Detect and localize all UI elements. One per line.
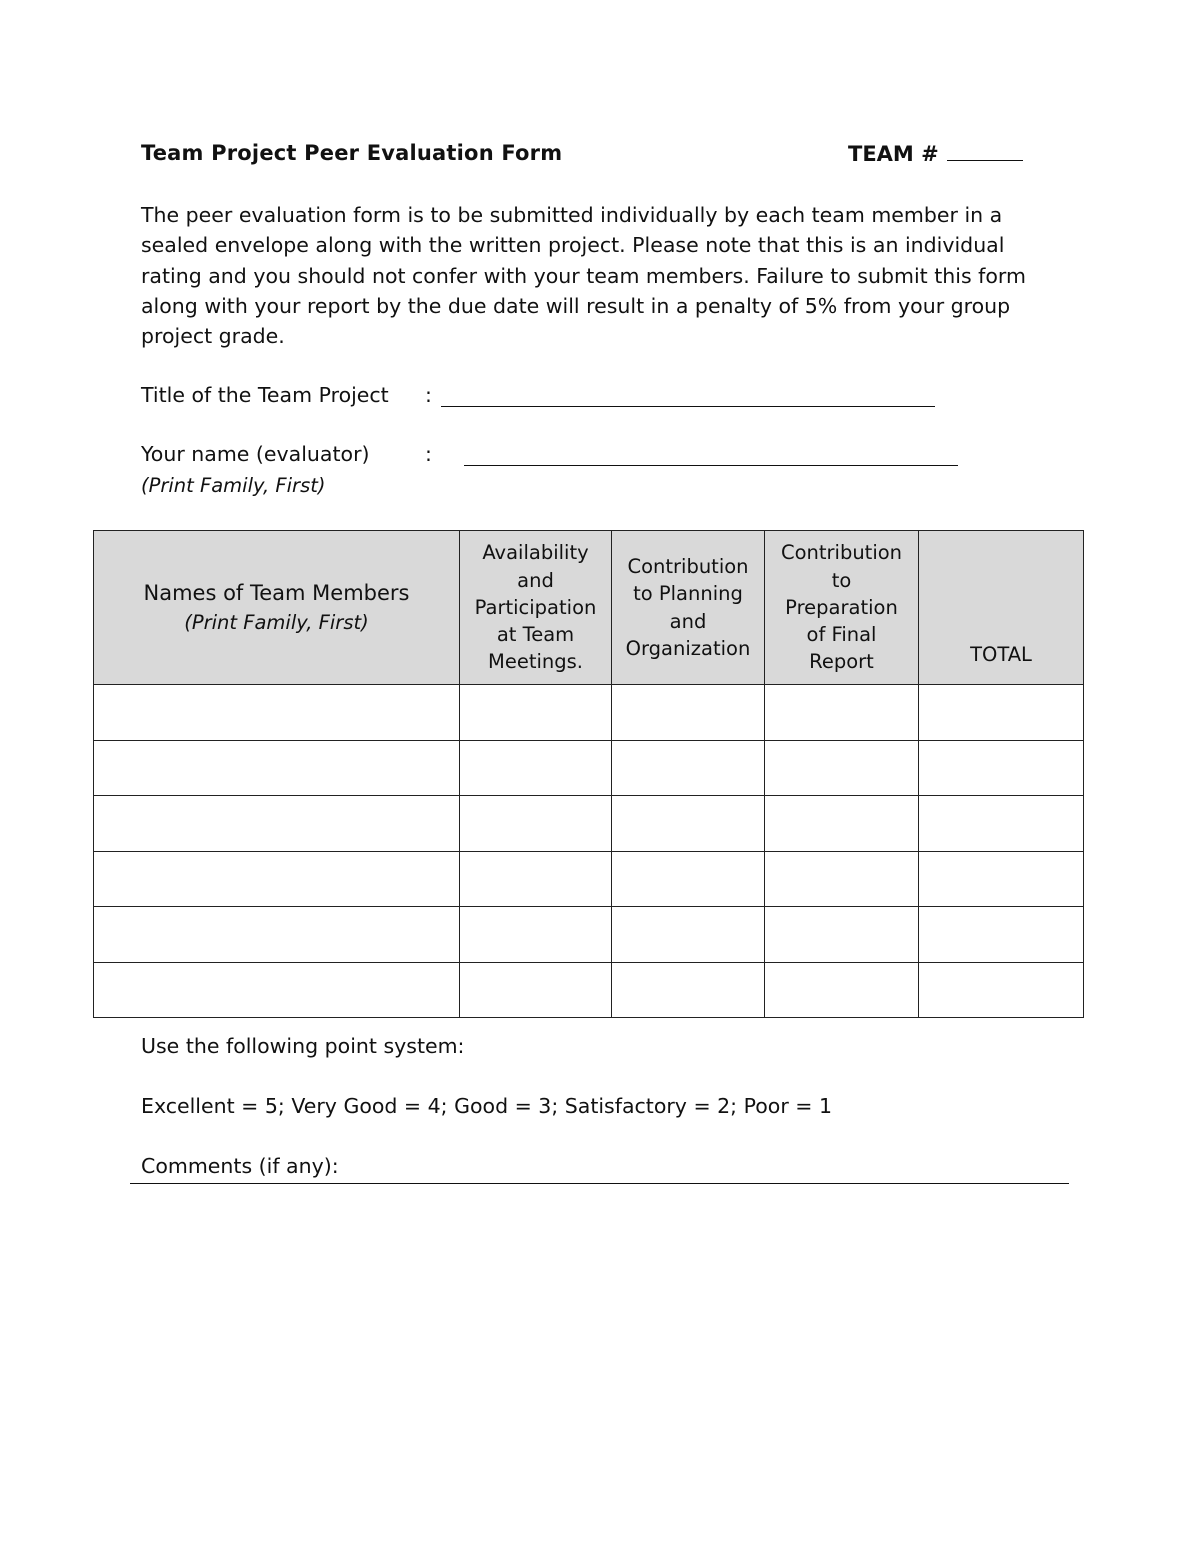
member-name-cell[interactable] xyxy=(94,962,460,1018)
point-system-heading: Use the following point system: xyxy=(141,1034,465,1058)
total-cell[interactable] xyxy=(919,907,1084,963)
planning-cell[interactable] xyxy=(612,796,765,852)
column-header-names-label: Names of Team Members xyxy=(143,580,410,605)
page-title: Team Project Peer Evaluation Form xyxy=(141,141,563,165)
table-row xyxy=(94,740,1084,796)
table-row xyxy=(94,907,1084,963)
point-system-scale: Excellent = 5; Very Good = 4; Good = 3; Satisfactory = 2; Poor = 1 xyxy=(141,1094,833,1118)
availability-cell[interactable] xyxy=(460,962,612,1018)
evaluator-note: (Print Family, First) xyxy=(141,474,326,497)
instructions-text: The peer evaluation form is to be submitted individually by each team member in a sealed envelope along with the written project. Please note that this is an individual rating and you should not confer with your team members. Failure to submit this form along with your report by the due date will result in a penalty of 5% from your group project grade. xyxy=(141,203,1026,349)
table-header-row xyxy=(94,531,1084,685)
availability-cell[interactable] xyxy=(460,685,612,741)
member-name-cell[interactable] xyxy=(94,907,460,963)
availability-cell[interactable] xyxy=(460,907,612,963)
total-cell[interactable] xyxy=(919,740,1084,796)
header-line: at Team xyxy=(496,623,575,647)
planning-cell[interactable] xyxy=(612,740,765,796)
availability-cell[interactable] xyxy=(460,851,612,907)
report-cell[interactable] xyxy=(765,685,919,741)
column-header-planning xyxy=(612,531,765,685)
total-cell[interactable] xyxy=(919,851,1084,907)
team-number-field xyxy=(848,141,1023,166)
comments-line[interactable] xyxy=(130,1183,1069,1184)
header-line: to xyxy=(831,568,852,592)
header-line: Contribution xyxy=(780,541,903,565)
evaluator-field xyxy=(141,442,370,466)
planning-cell[interactable] xyxy=(612,851,765,907)
total-cell[interactable] xyxy=(919,796,1084,852)
table-row xyxy=(94,962,1084,1018)
project-title-label: Title of the Team Project xyxy=(141,383,389,407)
project-title-blank[interactable] xyxy=(441,406,935,407)
header-line: to Planning xyxy=(633,582,743,606)
evaluation-table xyxy=(93,530,1084,1018)
member-name-cell[interactable] xyxy=(94,685,460,741)
header-line: Participation xyxy=(474,595,597,619)
report-cell[interactable] xyxy=(765,796,919,852)
evaluator-label: Your name (evaluator) xyxy=(141,442,370,466)
column-header-names xyxy=(94,531,460,685)
team-number-label: TEAM # xyxy=(848,142,939,166)
table-row xyxy=(94,796,1084,852)
member-name-cell[interactable] xyxy=(94,740,460,796)
column-header-names-note: (Print Family, First) xyxy=(184,610,369,634)
planning-cell[interactable] xyxy=(612,907,765,963)
team-number-blank[interactable] xyxy=(947,141,1023,161)
report-cell[interactable] xyxy=(765,962,919,1018)
availability-cell[interactable] xyxy=(460,796,612,852)
column-header-report xyxy=(765,531,919,685)
table-row xyxy=(94,851,1084,907)
project-title-field xyxy=(141,383,389,407)
header-line: of Final xyxy=(806,623,877,647)
evaluator-colon: : xyxy=(425,442,432,466)
total-cell[interactable] xyxy=(919,685,1084,741)
report-cell[interactable] xyxy=(765,740,919,796)
header-line: Report xyxy=(809,650,874,674)
column-header-total xyxy=(919,531,1084,685)
column-header-availability xyxy=(460,531,612,685)
header-line: Preparation xyxy=(785,595,898,619)
instructions-paragraph xyxy=(141,200,1071,351)
evaluator-name-blank[interactable] xyxy=(464,465,958,466)
planning-cell[interactable] xyxy=(612,962,765,1018)
report-cell[interactable] xyxy=(765,907,919,963)
header-line: Organization xyxy=(625,636,751,660)
header-line: Contribution xyxy=(627,554,749,578)
total-cell[interactable] xyxy=(919,962,1084,1018)
header-line: Availability xyxy=(482,541,589,565)
planning-cell[interactable] xyxy=(612,685,765,741)
report-cell[interactable] xyxy=(765,851,919,907)
project-title-colon: : xyxy=(425,383,432,407)
comments-label: Comments (if any): xyxy=(141,1154,339,1178)
table-row xyxy=(94,685,1084,741)
header-line: Meetings. xyxy=(488,650,583,674)
availability-cell[interactable] xyxy=(460,740,612,796)
header-line: and xyxy=(669,609,707,633)
header-line: TOTAL xyxy=(970,642,1032,666)
header-line: and xyxy=(517,568,554,592)
member-name-cell[interactable] xyxy=(94,851,460,907)
member-name-cell[interactable] xyxy=(94,796,460,852)
